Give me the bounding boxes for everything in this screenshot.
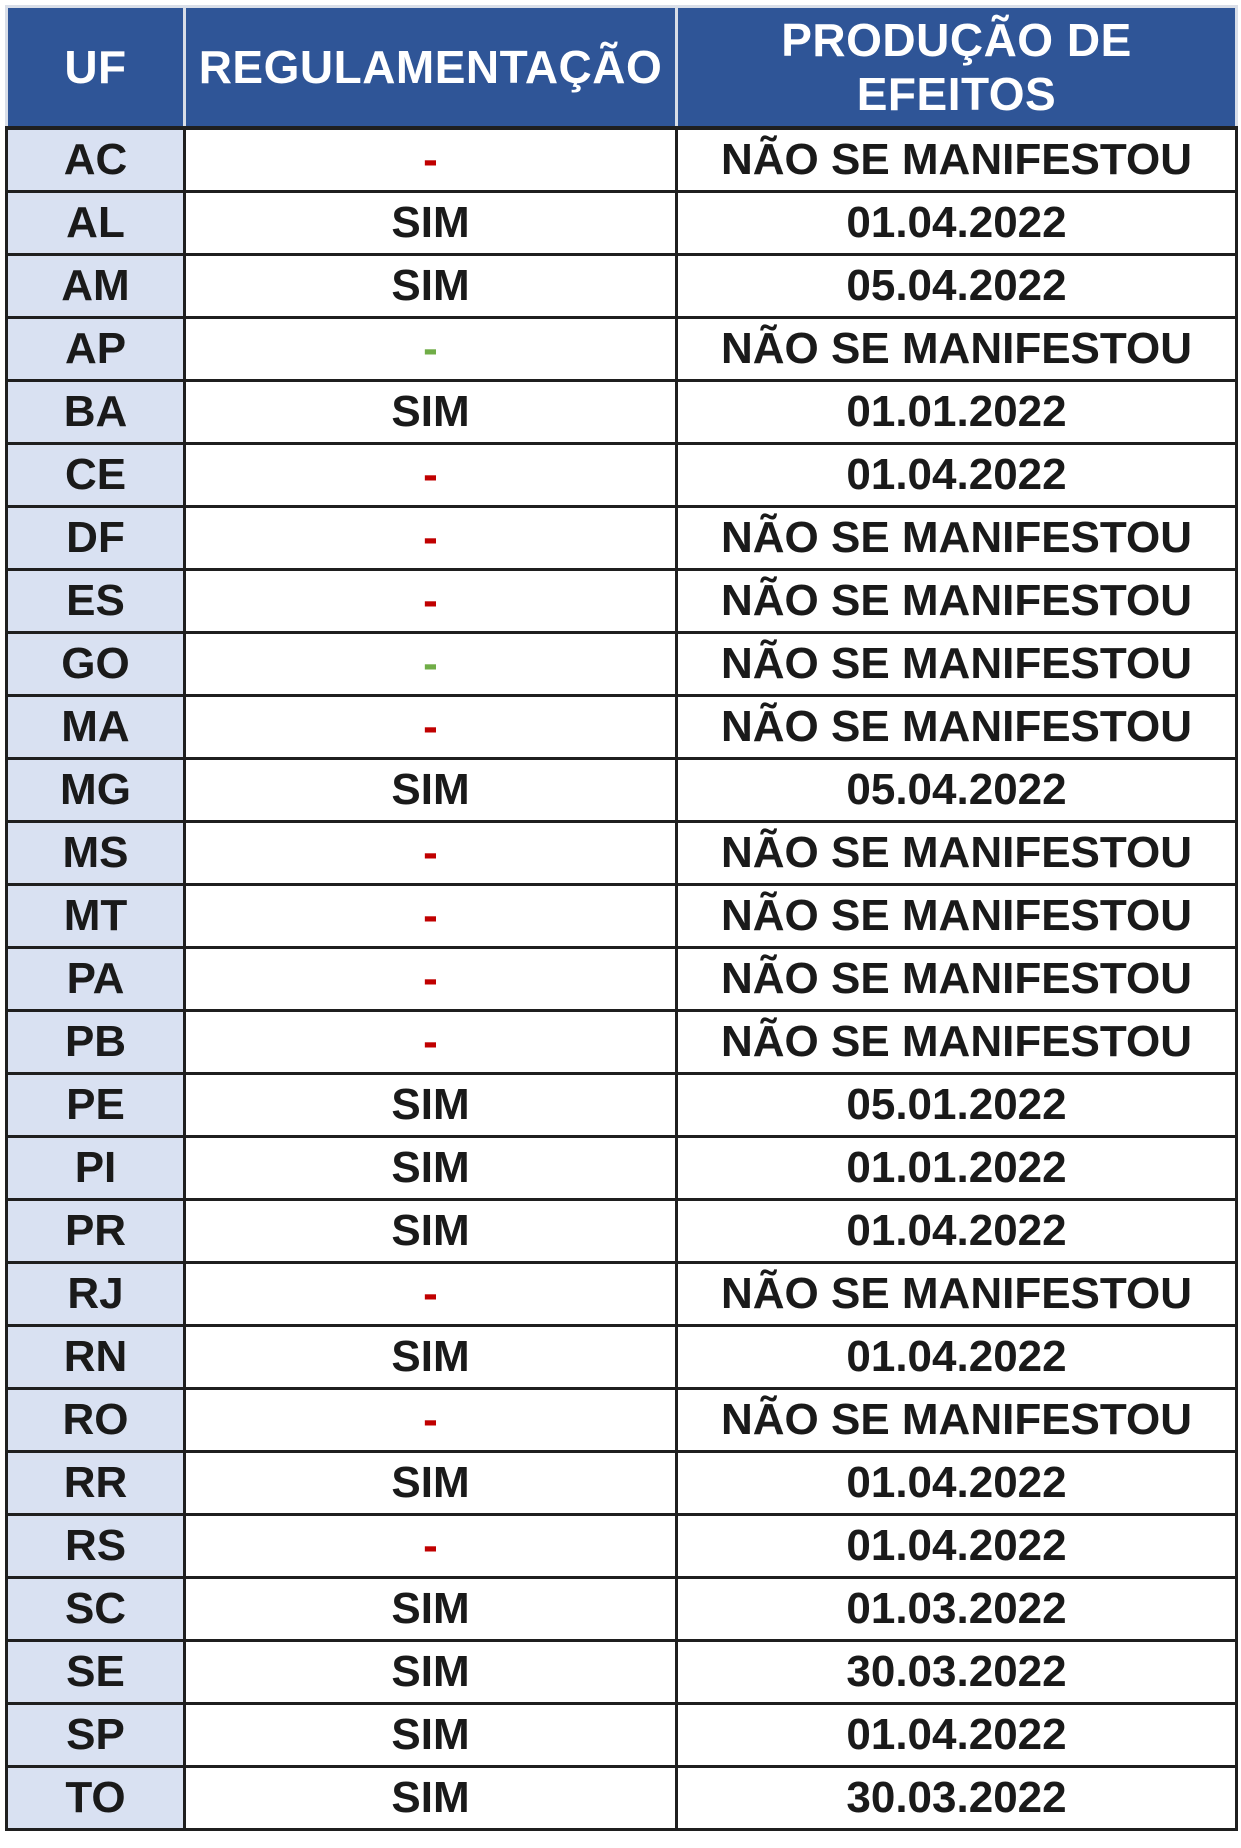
cell-uf: RJ	[7, 1263, 185, 1326]
table-row	[7, 885, 1237, 948]
cell-uf: PE	[7, 1074, 185, 1137]
cell-producao-de-efeitos: 30.03.2022	[677, 1767, 1237, 1830]
header-uf: UF	[7, 7, 185, 129]
cell-regulamentacao: -	[185, 1263, 677, 1326]
cell-regulamentacao: SIM	[185, 255, 677, 318]
table-row	[7, 1137, 1237, 1200]
cell-regulamentacao: -	[185, 696, 677, 759]
cell-producao-de-efeitos: 01.04.2022	[677, 1326, 1237, 1389]
cell-uf: MA	[7, 696, 185, 759]
table-row	[7, 128, 1237, 192]
cell-uf: AC	[7, 128, 185, 192]
table-row	[7, 1578, 1237, 1641]
cell-producao-de-efeitos: NÃO SE MANIFESTOU	[677, 507, 1237, 570]
table-row	[7, 381, 1237, 444]
cell-producao-de-efeitos: 01.01.2022	[677, 1137, 1237, 1200]
cell-regulamentacao: -	[185, 318, 677, 381]
cell-regulamentacao: SIM	[185, 381, 677, 444]
cell-producao-de-efeitos: NÃO SE MANIFESTOU	[677, 318, 1237, 381]
cell-uf: BA	[7, 381, 185, 444]
cell-uf: DF	[7, 507, 185, 570]
cell-regulamentacao: -	[185, 1515, 677, 1578]
cell-producao-de-efeitos: 01.04.2022	[677, 444, 1237, 507]
table-row	[7, 1767, 1237, 1830]
cell-producao-de-efeitos: NÃO SE MANIFESTOU	[677, 885, 1237, 948]
states-table-container	[5, 5, 1235, 1831]
cell-producao-de-efeitos: 01.04.2022	[677, 1515, 1237, 1578]
cell-uf: TO	[7, 1767, 185, 1830]
cell-regulamentacao: -	[185, 570, 677, 633]
cell-regulamentacao: -	[185, 507, 677, 570]
header-producao-de-efeitos: PRODUÇÃO DE EFEITOS	[677, 7, 1237, 129]
table-row	[7, 192, 1237, 255]
table-row	[7, 444, 1237, 507]
cell-regulamentacao: -	[185, 822, 677, 885]
header-regulamentacao: REGULAMENTAÇÃO	[185, 7, 677, 129]
table-row	[7, 759, 1237, 822]
cell-uf: MG	[7, 759, 185, 822]
table-row	[7, 1326, 1237, 1389]
table-row	[7, 570, 1237, 633]
cell-producao-de-efeitos: NÃO SE MANIFESTOU	[677, 570, 1237, 633]
table-row	[7, 633, 1237, 696]
table-row	[7, 255, 1237, 318]
table-header-row	[7, 7, 1237, 129]
cell-uf: RO	[7, 1389, 185, 1452]
cell-uf: MS	[7, 822, 185, 885]
cell-uf: MT	[7, 885, 185, 948]
cell-uf: PI	[7, 1137, 185, 1200]
cell-regulamentacao: -	[185, 948, 677, 1011]
cell-regulamentacao: SIM	[185, 1452, 677, 1515]
cell-producao-de-efeitos: NÃO SE MANIFESTOU	[677, 128, 1237, 192]
cell-uf: RR	[7, 1452, 185, 1515]
cell-producao-de-efeitos: NÃO SE MANIFESTOU	[677, 1263, 1237, 1326]
cell-uf: PR	[7, 1200, 185, 1263]
cell-producao-de-efeitos: 05.01.2022	[677, 1074, 1237, 1137]
cell-producao-de-efeitos: 01.04.2022	[677, 1452, 1237, 1515]
cell-producao-de-efeitos: NÃO SE MANIFESTOU	[677, 633, 1237, 696]
table-row	[7, 1515, 1237, 1578]
table-row	[7, 822, 1237, 885]
cell-regulamentacao: -	[185, 633, 677, 696]
table-row	[7, 507, 1237, 570]
cell-regulamentacao: SIM	[185, 1326, 677, 1389]
cell-uf: AM	[7, 255, 185, 318]
cell-uf: RS	[7, 1515, 185, 1578]
table-row	[7, 1389, 1237, 1452]
table-row	[7, 1011, 1237, 1074]
cell-uf: ES	[7, 570, 185, 633]
cell-producao-de-efeitos: 01.04.2022	[677, 1200, 1237, 1263]
table-row	[7, 948, 1237, 1011]
table-row	[7, 1704, 1237, 1767]
cell-uf: SE	[7, 1641, 185, 1704]
cell-regulamentacao: SIM	[185, 1074, 677, 1137]
cell-regulamentacao: SIM	[185, 759, 677, 822]
cell-uf: AL	[7, 192, 185, 255]
cell-producao-de-efeitos: NÃO SE MANIFESTOU	[677, 822, 1237, 885]
cell-regulamentacao: SIM	[185, 1767, 677, 1830]
cell-regulamentacao: SIM	[185, 1578, 677, 1641]
cell-producao-de-efeitos: NÃO SE MANIFESTOU	[677, 1389, 1237, 1452]
cell-uf: CE	[7, 444, 185, 507]
table-row	[7, 1263, 1237, 1326]
cell-regulamentacao: -	[185, 885, 677, 948]
cell-uf: SP	[7, 1704, 185, 1767]
cell-regulamentacao: -	[185, 1389, 677, 1452]
cell-regulamentacao: SIM	[185, 1641, 677, 1704]
table-row	[7, 318, 1237, 381]
cell-uf: GO	[7, 633, 185, 696]
table-row	[7, 1641, 1237, 1704]
table-body	[7, 128, 1237, 1830]
cell-producao-de-efeitos: 01.01.2022	[677, 381, 1237, 444]
cell-producao-de-efeitos: 30.03.2022	[677, 1641, 1237, 1704]
cell-regulamentacao: -	[185, 128, 677, 192]
cell-uf: SC	[7, 1578, 185, 1641]
cell-uf: PA	[7, 948, 185, 1011]
cell-producao-de-efeitos: 05.04.2022	[677, 759, 1237, 822]
cell-uf: PB	[7, 1011, 185, 1074]
cell-producao-de-efeitos: 01.04.2022	[677, 192, 1237, 255]
cell-regulamentacao: SIM	[185, 1200, 677, 1263]
cell-producao-de-efeitos: 01.03.2022	[677, 1578, 1237, 1641]
table-row	[7, 1074, 1237, 1137]
table-row	[7, 1200, 1237, 1263]
cell-regulamentacao: SIM	[185, 1704, 677, 1767]
cell-producao-de-efeitos: NÃO SE MANIFESTOU	[677, 948, 1237, 1011]
cell-producao-de-efeitos: NÃO SE MANIFESTOU	[677, 1011, 1237, 1074]
table-row	[7, 696, 1237, 759]
cell-regulamentacao: -	[185, 444, 677, 507]
cell-producao-de-efeitos: 05.04.2022	[677, 255, 1237, 318]
cell-regulamentacao: SIM	[185, 1137, 677, 1200]
cell-producao-de-efeitos: 01.04.2022	[677, 1704, 1237, 1767]
table-row	[7, 1452, 1237, 1515]
cell-uf: AP	[7, 318, 185, 381]
cell-regulamentacao: -	[185, 1011, 677, 1074]
cell-regulamentacao: SIM	[185, 192, 677, 255]
states-regulation-table	[5, 5, 1238, 1831]
cell-producao-de-efeitos: NÃO SE MANIFESTOU	[677, 696, 1237, 759]
cell-uf: RN	[7, 1326, 185, 1389]
